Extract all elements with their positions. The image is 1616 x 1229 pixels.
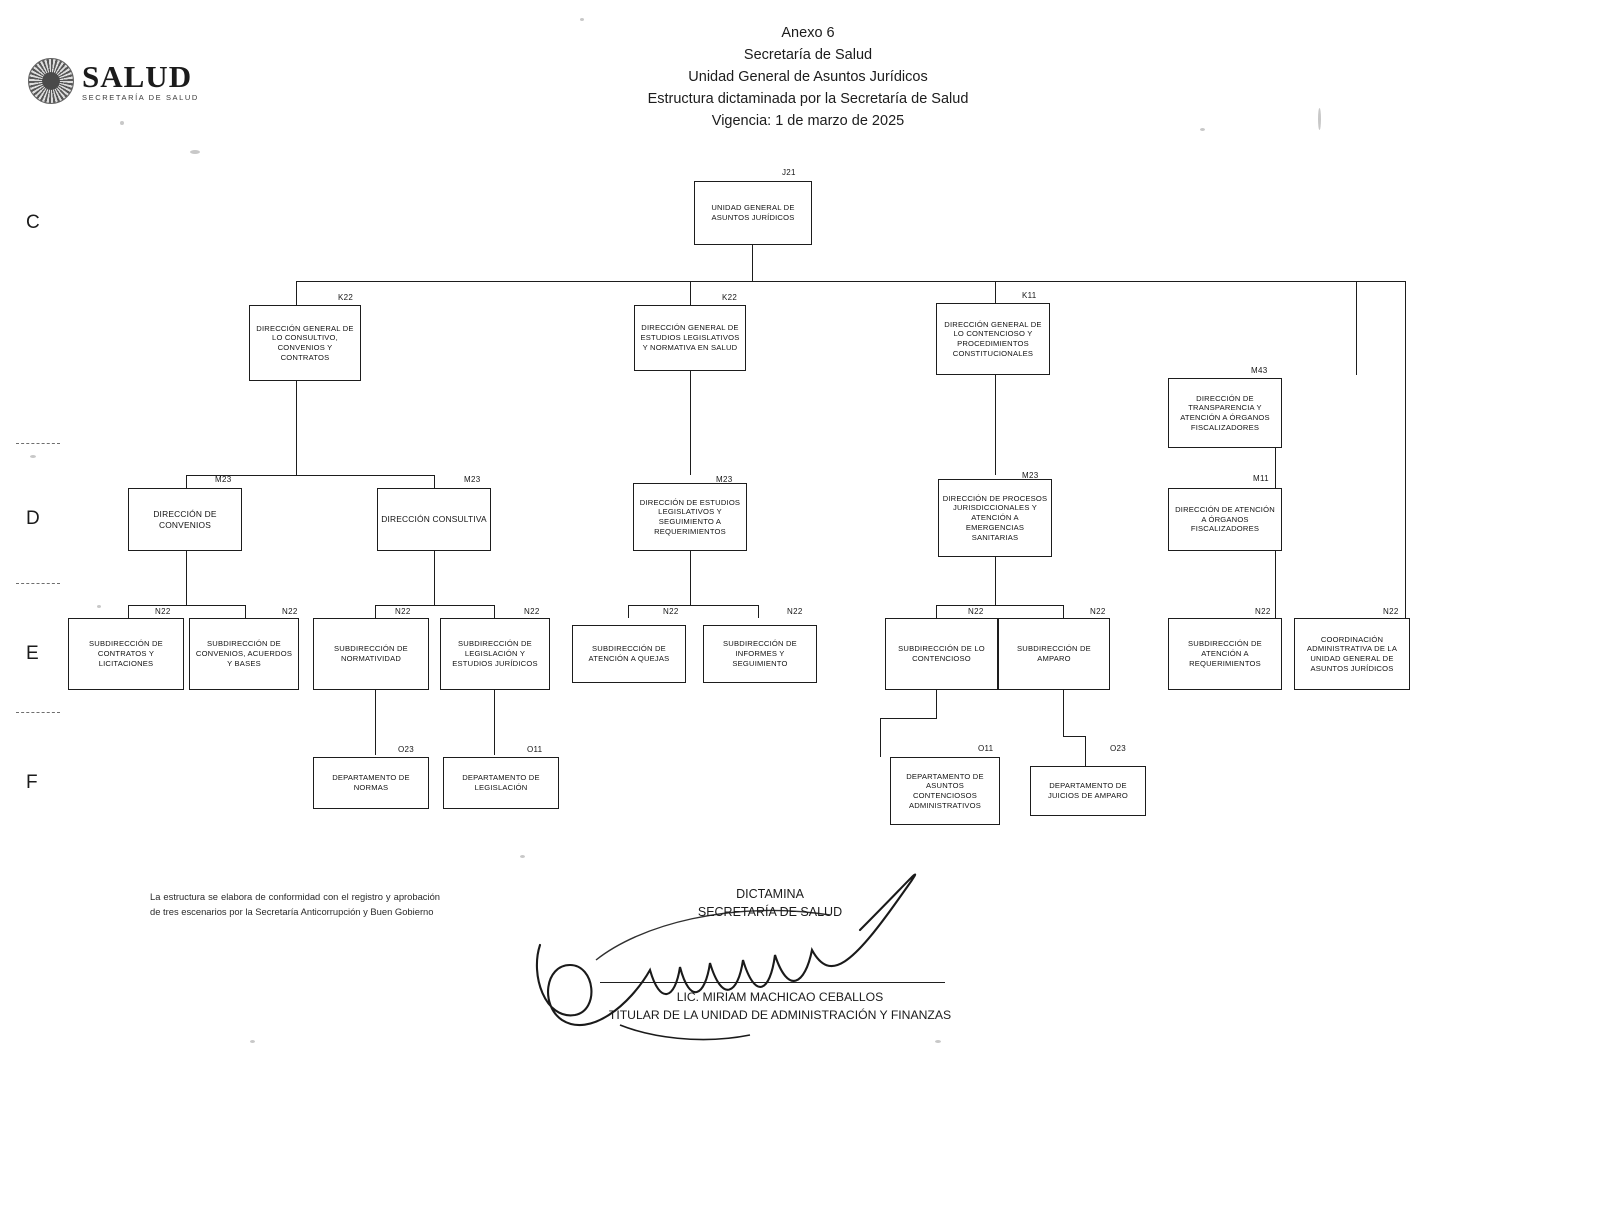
connector	[995, 557, 996, 605]
connector	[752, 245, 753, 281]
level-letter-d: D	[26, 508, 40, 529]
connector	[1275, 448, 1276, 488]
connector	[375, 690, 376, 755]
signature-identity	[520, 988, 1040, 1025]
signature-position: TITULAR DE LA UNIDAD DE ADMINISTRACIÓN Y FINANZAS	[608, 1008, 952, 1023]
scan-speck	[580, 18, 584, 21]
signature-heading	[560, 885, 980, 921]
node-subdireccion-legislacion-estudios-juridicos[interactable]: SUBDIRECCIÓN DE LEGISLACIÓN Y ESTUDIOS JURÍDICOS	[440, 618, 550, 690]
connector	[1085, 736, 1086, 766]
node-code: M23	[1022, 471, 1039, 480]
node-code: O11	[527, 745, 543, 754]
node-subdireccion-convenios-acuerdos-bases[interactable]: SUBDIRECCIÓN DE CONVENIOS, ACUERDOS Y BASES	[189, 618, 299, 690]
node-code: M23	[215, 475, 232, 484]
connector	[936, 605, 1063, 606]
node-subdireccion-normatividad[interactable]: SUBDIRECCIÓN DE NORMATIVIDAD	[313, 618, 429, 690]
header-line-anexo: Anexo 6	[781, 25, 835, 41]
connector	[1063, 605, 1064, 618]
connector	[1356, 281, 1405, 282]
logo-title: SALUD	[82, 58, 193, 94]
node-direccion-estudios-legislativos-seguimiento-requerimientos[interactable]: DIRECCIÓN DE ESTUDIOS LEGISLATIVOS Y SEGUIMIENTO A REQUERIMIENTOS	[633, 483, 747, 551]
scan-speck	[97, 605, 101, 608]
node-code: N22	[968, 607, 984, 616]
scan-speck	[250, 1040, 255, 1043]
connector	[375, 605, 376, 618]
node-code: M11	[1253, 474, 1269, 483]
node-code: M43	[1251, 366, 1268, 375]
node-direccion-atencion-organos-fiscalizadores[interactable]: DIRECCIÓN DE ATENCIÓN A ÓRGANOS FISCALIZADORES	[1168, 488, 1282, 551]
node-subdireccion-amparo[interactable]: SUBDIRECCIÓN DE AMPARO	[998, 618, 1110, 690]
connector	[628, 605, 629, 618]
level-divider-de	[16, 583, 60, 584]
connector	[690, 371, 691, 475]
signature-dictamina: DICTAMINA	[736, 887, 804, 901]
node-subdireccion-lo-contencioso[interactable]: SUBDIRECCIÓN DE LO CONTENCIOSO	[885, 618, 998, 690]
scan-speck	[120, 121, 124, 125]
connector	[936, 605, 937, 618]
scan-speck	[30, 455, 36, 458]
node-subdireccion-contratos-licitaciones[interactable]: SUBDIRECCIÓN DE CONTRATOS Y LICITACIONES	[68, 618, 184, 690]
node-code: K22	[338, 293, 354, 302]
connector	[245, 605, 246, 618]
signature-rule	[600, 982, 945, 983]
footnote-text: La estructura se elabora de conformidad con el registro y aprobación de tres escenarios por la Secretaría Anticorrupción y Buen Gobierno	[150, 891, 440, 917]
connector	[880, 718, 881, 757]
logo-subtitle: SECRETARÍA DE SALUD	[82, 92, 199, 102]
connector	[690, 551, 691, 605]
node-direccion-procesos-jurisdiccionales-emergencias-sanitarias[interactable]: DIRECCIÓN DE PROCESOS JURISDICCIONALES Y ATENCIÓN A EMERGENCIAS SANITARIAS	[938, 479, 1052, 557]
connector	[1275, 551, 1276, 618]
connector	[186, 551, 187, 605]
header-line-vigencia: Vigencia: 1 de marzo de 2025	[711, 113, 905, 130]
level-divider-cd	[16, 443, 60, 444]
node-code: J21	[782, 168, 796, 177]
node-direccion-general-consultivo-convenios-contratos[interactable]: DIRECCIÓN GENERAL DE LO CONSULTIVO, CONVENIOS Y CONTRATOS	[249, 305, 361, 381]
level-letter-c: C	[26, 212, 40, 233]
node-code: O11	[978, 744, 994, 753]
node-direccion-consultiva[interactable]: DIRECCIÓN CONSULTIVA	[377, 488, 491, 551]
node-subdireccion-atencion-quejas[interactable]: SUBDIRECCIÓN DE ATENCIÓN A QUEJAS	[572, 625, 686, 683]
connector	[186, 475, 187, 488]
connector	[375, 605, 494, 606]
node-code: N22	[1383, 607, 1399, 616]
node-direccion-general-estudios-legislativos-normativa[interactable]: DIRECCIÓN GENERAL DE ESTUDIOS LEGISLATIVOS Y NORMATIVA EN SALUD	[634, 305, 746, 371]
node-code: O23	[398, 745, 415, 754]
connector	[494, 690, 495, 755]
node-code: N22	[155, 607, 171, 616]
node-code: N22	[524, 607, 540, 616]
header-line-secretaria: Secretaría de Salud	[743, 47, 873, 64]
scan-speck	[935, 1040, 941, 1043]
node-direccion-transparencia-atencion-organos-fiscalizadores[interactable]: DIRECCIÓN DE TRANSPARENCIA Y ATENCIÓN A ÓRGANOS FISCALIZADORES	[1168, 378, 1282, 448]
node-departamento-juicios-amparo[interactable]: DEPARTAMENTO DE JUICIOS DE AMPARO	[1030, 766, 1146, 816]
node-code: K22	[722, 293, 738, 302]
connector	[434, 551, 435, 605]
connector	[296, 281, 1356, 282]
node-code: K11	[1022, 291, 1037, 300]
connector	[296, 381, 297, 475]
connector	[628, 605, 758, 606]
scan-speck	[1200, 128, 1205, 131]
node-code: N22	[395, 607, 411, 616]
node-code: N22	[663, 607, 679, 616]
connector	[1356, 281, 1357, 375]
connector	[995, 281, 996, 305]
node-coordinacion-administrativa-ugaj[interactable]: COORDINACIÓN ADMINISTRATIVA DE LA UNIDAD GENERAL DE ASUNTOS JURÍDICOS	[1294, 618, 1410, 690]
node-code: N22	[787, 607, 803, 616]
connector	[1063, 736, 1085, 737]
level-letter-e: E	[26, 643, 39, 664]
scan-speck	[520, 855, 525, 858]
node-departamento-asuntos-contenciosos-administrativos[interactable]: DEPARTAMENTO DE ASUNTOS CONTENCIOSOS ADMINISTRATIVOS	[890, 757, 1000, 825]
connector	[758, 605, 759, 618]
scan-speck	[190, 150, 200, 154]
node-departamento-legislacion[interactable]: DEPARTAMENTO DE LEGISLACIÓN	[443, 757, 559, 809]
node-direccion-convenios[interactable]: DIRECCIÓN DE CONVENIOS	[128, 488, 242, 551]
connector	[690, 281, 691, 305]
node-code: M23	[464, 475, 481, 484]
connector	[936, 690, 937, 718]
level-divider-ef	[16, 712, 60, 713]
node-direccion-general-contencioso-procedimientos-constitucionales[interactable]: DIRECCIÓN GENERAL DE LO CONTENCIOSO Y PROCEDIMIENTOS CONSTITUCIONALES	[936, 303, 1050, 375]
node-code: M23	[716, 475, 733, 484]
connector	[296, 281, 297, 305]
connector	[128, 605, 129, 618]
connector	[1405, 281, 1406, 618]
header-line-estructura: Estructura dictaminada por la Secretaría de Salud	[647, 91, 969, 108]
connector	[1063, 690, 1064, 736]
connector	[995, 375, 996, 475]
node-unidad-general-asuntos-juridicos[interactable]: UNIDAD GENERAL DE ASUNTOS JURÍDICOS	[694, 181, 812, 245]
node-subdireccion-atencion-requerimientos[interactable]: SUBDIRECCIÓN DE ATENCIÓN A REQUERIMIENTOS	[1168, 618, 1282, 690]
node-code: O23	[1110, 744, 1127, 753]
node-code: N22	[1090, 607, 1106, 616]
document-header	[0, 22, 1616, 132]
node-code: N22	[1255, 607, 1271, 616]
connector	[128, 605, 245, 606]
node-departamento-normas[interactable]: DEPARTAMENTO DE NORMAS	[313, 757, 429, 809]
connector	[434, 475, 435, 488]
header-line-unidad: Unidad General de Asuntos Jurídicos	[688, 69, 928, 86]
scan-speck	[1318, 108, 1321, 130]
connector	[494, 605, 495, 618]
connector	[880, 718, 937, 719]
level-letter-f: F	[26, 772, 38, 793]
signature-secretaria: SECRETARÍA DE SALUD	[697, 905, 843, 920]
node-subdireccion-informes-seguimiento[interactable]: SUBDIRECCIÓN DE INFORMES Y SEGUIMIENTO	[703, 625, 817, 683]
signature-name: LIC. MIRIAM MACHICAO CEBALLOS	[676, 990, 884, 1004]
node-code: N22	[282, 607, 298, 616]
